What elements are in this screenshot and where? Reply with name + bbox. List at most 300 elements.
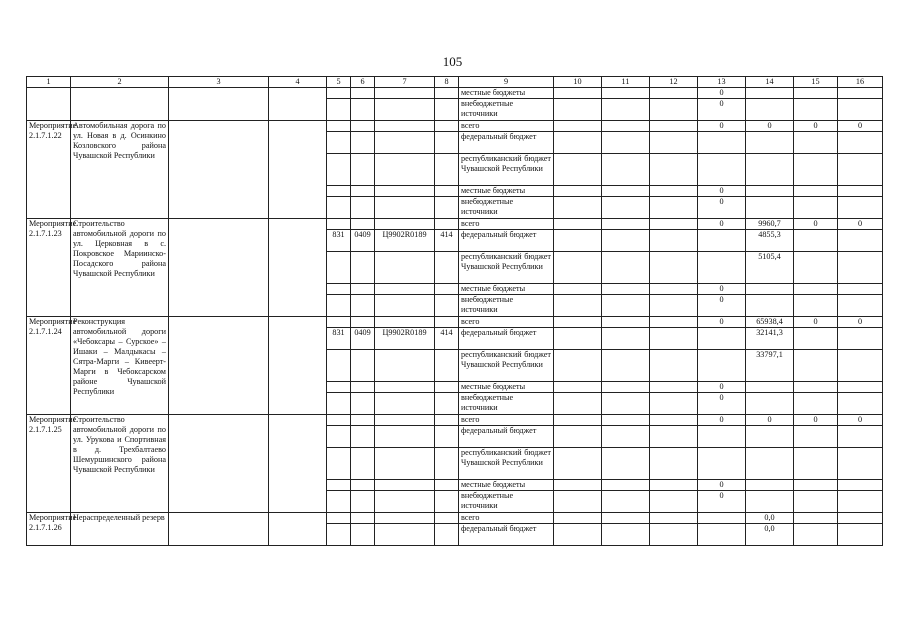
section-cell bbox=[351, 121, 375, 132]
grbs-cell bbox=[327, 186, 351, 197]
value-cell bbox=[650, 186, 698, 197]
grbs-cell bbox=[327, 491, 351, 513]
value-cell bbox=[794, 524, 838, 546]
funding-source-cell: местные бюджеты bbox=[459, 382, 554, 393]
header-cell: 8 bbox=[435, 77, 459, 88]
funding-source-cell: местные бюджеты bbox=[459, 284, 554, 295]
value-cell bbox=[554, 317, 602, 328]
value-cell bbox=[650, 415, 698, 426]
measure-code-cell: Мероприятие 2.1.7.1.22 bbox=[27, 121, 71, 219]
value-cell bbox=[746, 480, 794, 491]
value-cell bbox=[602, 491, 650, 513]
header-cell: 13 bbox=[698, 77, 746, 88]
value-cell bbox=[838, 513, 883, 524]
value-cell bbox=[554, 186, 602, 197]
section-cell bbox=[351, 219, 375, 230]
value-cell bbox=[602, 448, 650, 480]
executor-cell bbox=[169, 415, 269, 513]
section-cell bbox=[351, 252, 375, 284]
section-cell bbox=[351, 524, 375, 546]
target-article-cell bbox=[375, 317, 435, 328]
measure-code-cell: Мероприятие 2.1.7.1.25 bbox=[27, 415, 71, 513]
expense-type-cell bbox=[435, 415, 459, 426]
value-cell bbox=[602, 132, 650, 154]
target-article-cell bbox=[375, 415, 435, 426]
value-cell bbox=[602, 393, 650, 415]
value-cell bbox=[838, 393, 883, 415]
value-cell bbox=[698, 426, 746, 448]
target-article-cell: Ц9902R0189 bbox=[375, 328, 435, 350]
funding-source-cell: республиканский бюджет Чувашской Республики bbox=[459, 252, 554, 284]
value-cell bbox=[746, 284, 794, 295]
target-cell bbox=[269, 317, 327, 415]
section-cell bbox=[351, 154, 375, 186]
value-cell: 65938,4 bbox=[746, 317, 794, 328]
section-cell bbox=[351, 350, 375, 382]
grbs-cell bbox=[327, 295, 351, 317]
value-cell bbox=[650, 513, 698, 524]
expense-type-cell bbox=[435, 491, 459, 513]
value-cell bbox=[602, 186, 650, 197]
value-cell bbox=[838, 88, 883, 99]
value-cell bbox=[838, 154, 883, 186]
section-cell bbox=[351, 132, 375, 154]
grbs-cell bbox=[327, 448, 351, 480]
target-cell bbox=[269, 88, 327, 121]
value-cell bbox=[838, 382, 883, 393]
measure-name-cell: Нераспределенный резерв bbox=[71, 513, 169, 546]
value-cell: 0 bbox=[698, 219, 746, 230]
value-cell: 0 bbox=[794, 219, 838, 230]
value-cell bbox=[602, 99, 650, 121]
expense-type-cell bbox=[435, 426, 459, 448]
value-cell bbox=[698, 448, 746, 480]
target-article-cell bbox=[375, 284, 435, 295]
value-cell: 0 bbox=[838, 219, 883, 230]
value-cell bbox=[554, 230, 602, 252]
header-cell: 7 bbox=[375, 77, 435, 88]
section-cell bbox=[351, 284, 375, 295]
funding-source-cell: федеральный бюджет bbox=[459, 426, 554, 448]
target-article-cell bbox=[375, 197, 435, 219]
code-part-cell bbox=[435, 88, 459, 99]
section-cell bbox=[351, 186, 375, 197]
section-cell bbox=[351, 382, 375, 393]
value-cell: 0 bbox=[746, 121, 794, 132]
value-cell bbox=[554, 88, 602, 99]
table-row bbox=[27, 513, 883, 524]
funding-source-cell: федеральный бюджет bbox=[459, 132, 554, 154]
value-cell bbox=[698, 132, 746, 154]
value-cell bbox=[554, 382, 602, 393]
value-cell bbox=[554, 448, 602, 480]
expense-type-cell bbox=[435, 186, 459, 197]
value-cell bbox=[602, 350, 650, 382]
header-cell: 9 bbox=[459, 77, 554, 88]
header-row bbox=[27, 77, 883, 88]
header-cell: 6 bbox=[351, 77, 375, 88]
expense-type-cell: 414 bbox=[435, 230, 459, 252]
value-cell bbox=[794, 491, 838, 513]
value-cell bbox=[554, 480, 602, 491]
executor-cell bbox=[169, 219, 269, 317]
value-cell bbox=[602, 328, 650, 350]
value-cell bbox=[554, 393, 602, 415]
value-cell: 0 bbox=[794, 415, 838, 426]
target-article-cell bbox=[375, 513, 435, 524]
value-cell: 0 bbox=[698, 393, 746, 415]
expense-type-cell bbox=[435, 317, 459, 328]
value-cell bbox=[554, 252, 602, 284]
value-cell bbox=[794, 99, 838, 121]
expense-type-cell bbox=[435, 448, 459, 480]
value-cell bbox=[746, 132, 794, 154]
target-article-cell bbox=[375, 382, 435, 393]
target-article-cell bbox=[375, 295, 435, 317]
table-row bbox=[27, 219, 883, 230]
grbs-cell bbox=[327, 317, 351, 328]
value-cell bbox=[838, 230, 883, 252]
value-cell: 0,0 bbox=[746, 513, 794, 524]
expense-type-cell bbox=[435, 154, 459, 186]
executor-cell bbox=[169, 513, 269, 546]
target-article-cell: Ц9902R0189 bbox=[375, 230, 435, 252]
target-article-cell bbox=[375, 252, 435, 284]
value-cell bbox=[554, 350, 602, 382]
value-cell bbox=[650, 480, 698, 491]
grbs-cell bbox=[327, 393, 351, 415]
target-cell bbox=[269, 415, 327, 513]
value-cell bbox=[602, 252, 650, 284]
section-cell bbox=[351, 393, 375, 415]
target-article-cell bbox=[375, 132, 435, 154]
value-cell bbox=[650, 154, 698, 186]
funding-source-cell: местные бюджеты bbox=[459, 480, 554, 491]
value-cell bbox=[554, 99, 602, 121]
value-cell bbox=[602, 426, 650, 448]
value-cell bbox=[746, 88, 794, 99]
value-cell: 0 bbox=[746, 415, 794, 426]
value-cell bbox=[838, 448, 883, 480]
value-cell bbox=[698, 350, 746, 382]
target-article-cell bbox=[375, 480, 435, 491]
value-cell bbox=[794, 197, 838, 219]
grbs-cell: 831 bbox=[327, 328, 351, 350]
measure-name-cell: Автомобильная дорога по ул. Новая в д. Осинкино Козловского района Чувашской Республики bbox=[71, 121, 169, 219]
value-cell bbox=[650, 219, 698, 230]
value-cell bbox=[838, 252, 883, 284]
value-cell bbox=[698, 230, 746, 252]
value-cell bbox=[746, 491, 794, 513]
page-number: 105 bbox=[442, 54, 463, 69]
value-cell bbox=[650, 328, 698, 350]
value-cell bbox=[602, 197, 650, 219]
grbs-cell bbox=[327, 415, 351, 426]
value-cell bbox=[838, 186, 883, 197]
value-cell: 5105,4 bbox=[746, 252, 794, 284]
code-cell bbox=[27, 88, 71, 121]
header-cell: 11 bbox=[602, 77, 650, 88]
value-cell bbox=[698, 252, 746, 284]
target-article-cell bbox=[375, 154, 435, 186]
funding-source-cell: внебюджетные источники bbox=[459, 491, 554, 513]
target-article-cell bbox=[375, 186, 435, 197]
value-cell bbox=[554, 295, 602, 317]
value-cell bbox=[794, 295, 838, 317]
value-cell bbox=[602, 480, 650, 491]
value-cell: 0 bbox=[794, 317, 838, 328]
value-cell bbox=[602, 88, 650, 99]
value-cell: 0 bbox=[698, 415, 746, 426]
value-cell bbox=[650, 99, 698, 121]
value-cell bbox=[554, 415, 602, 426]
value-cell bbox=[650, 524, 698, 546]
value-cell bbox=[554, 426, 602, 448]
value-cell bbox=[602, 513, 650, 524]
value-cell bbox=[602, 284, 650, 295]
funding-source-cell: всего bbox=[459, 317, 554, 328]
value-cell bbox=[838, 328, 883, 350]
header-cell: 2 bbox=[71, 77, 169, 88]
target-article-cell bbox=[375, 491, 435, 513]
grbs-cell bbox=[327, 524, 351, 546]
value-cell: 0 bbox=[698, 491, 746, 513]
value-cell bbox=[650, 88, 698, 99]
measure-name-cell: Строительство автомобильной дороги по ул. Церковная в с. Покровское Мариинско-Посадского района Чувашской Республики bbox=[71, 219, 169, 317]
value-cell bbox=[838, 524, 883, 546]
value-cell: 0 bbox=[794, 121, 838, 132]
expense-type-cell bbox=[435, 393, 459, 415]
target-article-cell bbox=[375, 393, 435, 415]
value-cell bbox=[650, 295, 698, 317]
value-cell bbox=[794, 252, 838, 284]
grbs-cell bbox=[327, 197, 351, 219]
table-body bbox=[27, 77, 883, 546]
value-cell bbox=[650, 230, 698, 252]
expense-type-cell bbox=[435, 382, 459, 393]
value-cell bbox=[554, 219, 602, 230]
value-cell bbox=[554, 491, 602, 513]
target-cell bbox=[269, 121, 327, 219]
funding-source-cell: внебюджетные источники bbox=[459, 295, 554, 317]
value-cell bbox=[554, 154, 602, 186]
header-cell: 3 bbox=[169, 77, 269, 88]
value-cell bbox=[794, 154, 838, 186]
value-cell: 0 bbox=[698, 121, 746, 132]
funding-source-cell: всего bbox=[459, 121, 554, 132]
section-cell bbox=[351, 317, 375, 328]
value-cell bbox=[554, 328, 602, 350]
target-cell bbox=[269, 219, 327, 317]
value-cell: 0,0 bbox=[746, 524, 794, 546]
table-row bbox=[27, 415, 883, 426]
value-cell bbox=[794, 350, 838, 382]
value-cell bbox=[602, 121, 650, 132]
value-cell bbox=[698, 513, 746, 524]
value-cell bbox=[602, 317, 650, 328]
target-article-cell bbox=[375, 448, 435, 480]
value-cell bbox=[794, 513, 838, 524]
value-cell: 0 bbox=[838, 415, 883, 426]
grbs-cell bbox=[327, 350, 351, 382]
value-cell bbox=[838, 350, 883, 382]
table-row bbox=[27, 88, 883, 99]
value-cell bbox=[650, 448, 698, 480]
code-part-cell bbox=[351, 99, 375, 121]
value-cell bbox=[838, 197, 883, 219]
value-cell bbox=[794, 393, 838, 415]
funding-source-cell: местные бюджеты bbox=[459, 186, 554, 197]
value-cell bbox=[794, 382, 838, 393]
value-cell bbox=[650, 132, 698, 154]
table-row bbox=[27, 317, 883, 328]
value-cell: 0 bbox=[698, 317, 746, 328]
code-part-cell bbox=[351, 88, 375, 99]
budget-table bbox=[26, 76, 883, 546]
value-cell bbox=[554, 284, 602, 295]
value-cell: 0 bbox=[698, 88, 746, 99]
grbs-cell bbox=[327, 284, 351, 295]
value-cell bbox=[554, 197, 602, 219]
value-cell bbox=[650, 317, 698, 328]
code-part-cell bbox=[375, 88, 435, 99]
target-article-cell bbox=[375, 524, 435, 546]
value-cell: 0 bbox=[698, 284, 746, 295]
value-cell bbox=[794, 186, 838, 197]
value-cell bbox=[838, 480, 883, 491]
value-cell bbox=[554, 132, 602, 154]
executor-cell bbox=[169, 317, 269, 415]
expense-type-cell bbox=[435, 132, 459, 154]
expense-type-cell bbox=[435, 295, 459, 317]
value-cell bbox=[554, 513, 602, 524]
grbs-cell bbox=[327, 132, 351, 154]
value-cell bbox=[746, 154, 794, 186]
expense-type-cell bbox=[435, 252, 459, 284]
value-cell bbox=[794, 480, 838, 491]
value-cell: 0 bbox=[698, 295, 746, 317]
funding-source-cell: республиканский бюджет Чувашской Республики bbox=[459, 448, 554, 480]
funding-source-cell: всего bbox=[459, 415, 554, 426]
grbs-cell bbox=[327, 513, 351, 524]
value-cell bbox=[650, 382, 698, 393]
grbs-cell bbox=[327, 426, 351, 448]
value-cell bbox=[838, 284, 883, 295]
value-cell: 0 bbox=[698, 382, 746, 393]
funding-source-cell: внебюджетные источники bbox=[459, 99, 554, 121]
value-cell bbox=[602, 295, 650, 317]
header-cell: 12 bbox=[650, 77, 698, 88]
value-cell bbox=[794, 328, 838, 350]
section-cell bbox=[351, 448, 375, 480]
value-cell: 0 bbox=[698, 197, 746, 219]
section-cell bbox=[351, 491, 375, 513]
value-cell bbox=[698, 328, 746, 350]
value-cell bbox=[838, 295, 883, 317]
value-cell bbox=[794, 88, 838, 99]
funding-source-cell: республиканский бюджет Чувашской Республики bbox=[459, 154, 554, 186]
table-row bbox=[27, 121, 883, 132]
funding-source-cell: внебюджетные источники bbox=[459, 393, 554, 415]
value-cell bbox=[650, 426, 698, 448]
funding-source-cell: всего bbox=[459, 513, 554, 524]
grbs-cell bbox=[327, 382, 351, 393]
section-cell: 0409 bbox=[351, 230, 375, 252]
section-cell bbox=[351, 295, 375, 317]
header-cell: 10 bbox=[554, 77, 602, 88]
section-cell: 0409 bbox=[351, 328, 375, 350]
executor-cell bbox=[169, 88, 269, 121]
target-article-cell bbox=[375, 219, 435, 230]
funding-source-cell: федеральный бюджет bbox=[459, 230, 554, 252]
value-cell: 33797,1 bbox=[746, 350, 794, 382]
measure-name-cell: Строительство автомобильной дороги по ул. Урукова и Спортивная в д. Трехбалтаево Шемуршинского района Чувашской Республики bbox=[71, 415, 169, 513]
value-cell bbox=[554, 121, 602, 132]
value-cell bbox=[746, 448, 794, 480]
measure-name-cell: Реконструкция автомобильной дороги «Чебоксары – Сурское» – Ишаки – Малдыкасы – Сятра-Марги – Кивеерт-Марги в Чебоксарском районе Чувашской Республики bbox=[71, 317, 169, 415]
value-cell bbox=[746, 186, 794, 197]
expense-type-cell bbox=[435, 513, 459, 524]
value-cell bbox=[746, 197, 794, 219]
target-article-cell bbox=[375, 121, 435, 132]
target-article-cell bbox=[375, 426, 435, 448]
value-cell: 32141,3 bbox=[746, 328, 794, 350]
value-cell bbox=[794, 426, 838, 448]
section-cell bbox=[351, 480, 375, 491]
header-cell: 15 bbox=[794, 77, 838, 88]
expense-type-cell bbox=[435, 350, 459, 382]
header-cell: 1 bbox=[27, 77, 71, 88]
value-cell bbox=[650, 121, 698, 132]
grbs-cell bbox=[327, 219, 351, 230]
value-cell bbox=[602, 230, 650, 252]
grbs-cell bbox=[327, 252, 351, 284]
expense-type-cell bbox=[435, 197, 459, 219]
section-cell bbox=[351, 513, 375, 524]
funding-source-cell: всего bbox=[459, 219, 554, 230]
grbs-cell bbox=[327, 121, 351, 132]
value-cell: 4855,3 bbox=[746, 230, 794, 252]
header-cell: 16 bbox=[838, 77, 883, 88]
code-part-cell bbox=[327, 88, 351, 99]
measure-code-cell: Мероприятие 2.1.7.1.26 bbox=[27, 513, 71, 546]
value-cell bbox=[838, 426, 883, 448]
section-cell bbox=[351, 415, 375, 426]
value-cell bbox=[838, 491, 883, 513]
value-cell: 0 bbox=[838, 317, 883, 328]
value-cell bbox=[794, 284, 838, 295]
grbs-cell bbox=[327, 154, 351, 186]
value-cell bbox=[698, 524, 746, 546]
value-cell bbox=[650, 197, 698, 219]
value-cell bbox=[746, 393, 794, 415]
measure-code-cell: Мероприятие 2.1.7.1.24 bbox=[27, 317, 71, 415]
code-part-cell bbox=[435, 99, 459, 121]
value-cell: 0 bbox=[698, 186, 746, 197]
target-cell bbox=[269, 513, 327, 546]
value-cell bbox=[838, 99, 883, 121]
expense-type-cell bbox=[435, 219, 459, 230]
expense-type-cell bbox=[435, 121, 459, 132]
measure-code-cell: Мероприятие 2.1.7.1.23 bbox=[27, 219, 71, 317]
value-cell bbox=[602, 219, 650, 230]
value-cell bbox=[794, 448, 838, 480]
value-cell bbox=[794, 132, 838, 154]
grbs-cell bbox=[327, 480, 351, 491]
funding-source-cell: федеральный бюджет bbox=[459, 328, 554, 350]
value-cell: 0 bbox=[698, 99, 746, 121]
funding-source-cell: местные бюджеты bbox=[459, 88, 554, 99]
